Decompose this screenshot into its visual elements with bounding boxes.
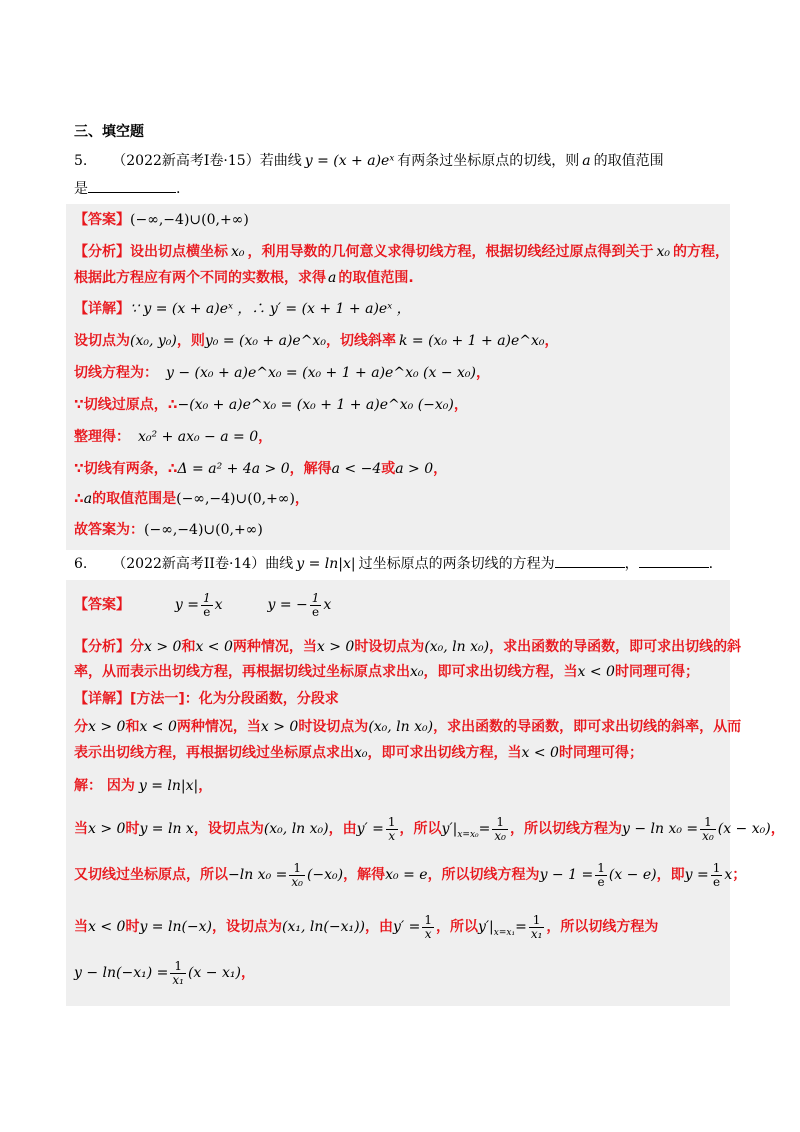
numerator: 1 — [311, 590, 320, 605]
question-source: （2022新高考II卷·14） — [112, 556, 266, 572]
detail-label: 【详解】 — [74, 691, 130, 707]
math-expression: x < 0 — [577, 664, 615, 680]
denominator: e — [312, 604, 320, 619]
question-number: 6. — [74, 556, 88, 572]
fraction — [700, 816, 716, 843]
question-text: 有两条过坐标原点的切线，则 — [397, 153, 580, 169]
question-text: 若曲线 — [259, 153, 302, 169]
detail-line-3 — [74, 775, 212, 797]
analysis-text: 时同理可得； — [614, 664, 699, 680]
detail-line-2 — [74, 742, 643, 764]
detail-text: 整理得： — [74, 429, 130, 445]
math-expression: x < 0 — [195, 639, 233, 655]
fraction — [422, 914, 434, 941]
question-source: （2022新高考I卷·15） — [112, 153, 260, 169]
math-expression: (x₀, ln x₀) — [368, 719, 434, 735]
math-expression: y = ln x — [139, 821, 194, 837]
detail-line-6 — [74, 458, 447, 480]
math-expression: y₀ = (x₀ + a)e^x₀ — [204, 333, 326, 349]
math-expression: (x − x₀) — [717, 821, 771, 837]
math-expression: y − ln(−x₁) = — [74, 965, 169, 981]
detail-text: ，所以切线方程为 — [509, 821, 622, 837]
analysis-line-2 — [74, 661, 699, 683]
math-var: x — [323, 597, 332, 613]
analysis-line-2 — [74, 267, 414, 289]
math-var: x₀ — [656, 244, 671, 260]
analysis-line-1 — [74, 241, 729, 263]
detail-line-1 — [74, 716, 741, 738]
detail-text: ， — [453, 397, 468, 413]
math-expression: y′ = — [356, 821, 384, 837]
math-expression: x₀ = e — [385, 867, 428, 883]
question-number: 5. — [74, 153, 88, 169]
detail-text: 或 — [381, 461, 396, 477]
math-expression: a < −4 — [331, 461, 382, 477]
analysis-text: 的取值范围. — [338, 270, 414, 286]
detail-text: 切线方程为： — [74, 365, 158, 381]
fraction — [492, 816, 508, 843]
math-var: a — [83, 491, 93, 507]
math-expression: x₀² + ax₀ − a = 0 — [138, 429, 259, 445]
fraction — [201, 592, 213, 619]
math-expression: y = — [684, 867, 709, 883]
detail-line-4 — [74, 814, 785, 850]
math-expression: y − 1 = — [539, 867, 594, 883]
detail-text: ，由 — [365, 919, 394, 935]
numerator: 1 — [203, 590, 211, 605]
detail-text: ∵切线有两条，∴ — [74, 461, 178, 477]
math-expression: (x₀, ln x₀) — [424, 639, 490, 655]
detail-text: 和 — [125, 719, 140, 735]
fraction — [310, 592, 322, 619]
math-expression: (x₀, ln x₀) — [263, 821, 329, 837]
fraction — [289, 862, 305, 889]
numerator: 1 — [387, 814, 396, 829]
math-expression: y = − — [267, 597, 308, 613]
detail-text: 两种情况，当 — [176, 719, 261, 735]
analysis-line-1 — [74, 636, 741, 658]
detail-text: 时同理可得； — [558, 745, 643, 761]
detail-line-5 — [74, 860, 746, 890]
detail-text: 分 — [74, 719, 88, 735]
detail-header — [74, 688, 339, 710]
detail-line-5 — [74, 426, 272, 448]
detail-text: ， — [294, 491, 309, 507]
analysis-text: 时设切点为 — [354, 639, 425, 655]
fraction — [711, 862, 723, 889]
math-expression: x > 0 — [144, 639, 182, 655]
math-expression: y − (x₀ + a)e^x₀ = (x₀ + 1 + a)e^x₀ (x − x₀) — [166, 365, 476, 381]
numerator: 1 — [492, 816, 508, 830]
detail-text: ，由 — [328, 821, 357, 837]
detail-text: 解： 因为 — [74, 778, 135, 794]
analysis-text: ，求出函数的导函数，即可求出切线的斜 — [489, 639, 742, 655]
denominator: x₀ — [702, 828, 714, 843]
math-expression: (x₀, y₀) — [130, 333, 177, 349]
detail-text: ，所以 — [399, 821, 442, 837]
denominator: x₁ — [172, 972, 184, 987]
math-expression: y = ln|x| — [138, 778, 199, 794]
analysis-label: 【分析】 — [74, 639, 130, 655]
fraction — [529, 914, 545, 941]
math-symbol: = — [515, 919, 527, 935]
math-expression: y = — [174, 597, 199, 613]
detail-text: 时 — [125, 919, 140, 935]
numerator: 1 — [424, 912, 432, 927]
detail-text: ，切线斜率 — [325, 333, 396, 349]
detail-text: 又切线过坐标原点，所以 — [74, 867, 228, 883]
math-symbol: = — [478, 821, 491, 837]
detail-text: 设切点为 — [74, 333, 130, 349]
denominator: e — [203, 604, 211, 619]
question-5 — [74, 150, 664, 172]
analysis-text: ，利用导数的几何意义求得切线方程，根据切线经过原点得到关于 — [247, 244, 654, 260]
math-expression: x > 0 — [316, 639, 355, 655]
math-var: x₀ — [410, 664, 424, 680]
denominator: x — [424, 926, 432, 941]
question-5-line2 — [74, 178, 180, 200]
fraction — [595, 862, 607, 889]
math-expression: x > 0 — [260, 719, 299, 735]
detail-line-8 — [74, 519, 263, 541]
fraction — [386, 816, 398, 843]
numerator: 1 — [170, 960, 186, 974]
detail-text: ，即 — [656, 867, 685, 883]
denominator: e — [712, 874, 721, 889]
math-expression: (−∞,−4)∪(0,+∞) — [176, 491, 295, 507]
numerator: 1 — [289, 862, 305, 876]
math-expression: −ln x₀ = — [228, 867, 288, 883]
detail-line-1 — [74, 298, 411, 320]
answer-label: 【答案】 — [74, 597, 130, 613]
numerator: 1 — [712, 860, 721, 875]
math-expression: −(x₀ + a)e^x₀ = (x₀ + 1 + a)e^x₀ (−x₀) — [177, 397, 454, 413]
question-text: 过坐标原点的两条切线的方程为 — [358, 556, 555, 572]
math-expression: x < 0 — [88, 919, 126, 935]
detail-text: ∵切线过原点，∴ — [74, 397, 178, 413]
math-expression: (x₁, ln(−x₁)) — [282, 919, 366, 935]
detail-text: ，求出函数的导函数，即可求出切线的斜率，从而 — [433, 719, 742, 735]
detail-text: 时设切点为 — [298, 719, 369, 735]
answer-blank-2[interactable] — [639, 553, 709, 568]
question-text: ， — [624, 556, 639, 572]
math-var: x — [724, 867, 733, 883]
denominator: x₀ — [494, 828, 506, 843]
detail-text: ，所以切线方程为 — [427, 867, 540, 883]
question-6 — [74, 553, 713, 575]
detail-label: 【详解】 — [74, 301, 130, 317]
detail-text: 故答案为： — [74, 522, 144, 538]
answer-label: 【答案】 — [74, 212, 130, 228]
detail-line-7 — [74, 958, 255, 988]
math-expression: y′ = — [393, 919, 421, 935]
detail-text: ，则 — [176, 333, 205, 349]
math-expression: y = ln(−x) — [139, 919, 213, 935]
detail-line-7 — [74, 488, 309, 510]
detail-line-4 — [74, 394, 468, 416]
math-expression: x < 0 — [521, 745, 559, 761]
question-text: 的取值范围 — [593, 153, 664, 169]
detail-text: ， — [240, 965, 255, 981]
analysis-text: ，即可求出切线方程，当 — [423, 664, 578, 680]
subscript: x=x₁ — [493, 927, 516, 938]
question-text: 是 — [74, 181, 88, 197]
math-expression: y′| — [477, 919, 494, 935]
numerator: 1 — [700, 816, 716, 830]
question-text: . — [708, 556, 714, 572]
detail-text: ，所以 — [435, 919, 478, 935]
math-expression: (x − x₁) — [187, 965, 241, 981]
detail-text: ， — [544, 333, 559, 349]
detail-line-2 — [74, 330, 559, 352]
answer-blank[interactable] — [88, 178, 176, 193]
detail-text: ， — [258, 429, 273, 445]
math-expression: (−∞,−4)∪(0,+∞) — [144, 522, 263, 538]
analysis-text: 根据此方程应有两个不同的实数根，求得 — [74, 270, 326, 286]
math-var: x₀ — [354, 745, 368, 761]
math-expression: Δ = a² + 4a > 0 — [177, 461, 290, 477]
numerator: 1 — [529, 914, 545, 928]
fraction — [170, 960, 186, 987]
detail-text: ，即可求出切线方程，当 — [367, 745, 522, 761]
detail-text: ，解得 — [343, 867, 386, 883]
detail-text: ， — [198, 778, 213, 794]
math-expression: y′| — [441, 821, 458, 837]
detail-text: ，解得 — [289, 461, 332, 477]
analysis-text: 两种情况，当 — [232, 639, 317, 655]
math-expression: y = ln|x| — [296, 556, 356, 572]
answer-blank-1[interactable] — [555, 553, 625, 568]
math-expression: x < 0 — [139, 719, 177, 735]
answer-value: (−∞,−4)∪(0,+∞) — [130, 212, 249, 228]
detail-text: 当 — [74, 821, 88, 837]
detail-text: 的取值范围是 — [92, 491, 177, 507]
subscript: x=x₀ — [457, 829, 479, 840]
math-expression: k = (x₀ + 1 + a)e^x₀ — [398, 333, 545, 349]
math-expression: x > 0 — [88, 821, 126, 837]
detail-text: ， — [475, 365, 490, 381]
math-var: x — [214, 597, 223, 613]
math-var: a — [328, 270, 337, 286]
math-expression: y = (x + a)eˣ — [304, 153, 395, 169]
detail-text: ，所以切线方程为 — [546, 919, 659, 935]
analysis-text: 分 — [130, 639, 144, 655]
math-expression: x > 0 — [88, 719, 126, 735]
section-title: 三、填空题 — [74, 124, 144, 140]
analysis-text: 设出切点横坐标 — [130, 244, 228, 260]
question-text: 曲线 — [265, 556, 294, 572]
denominator: e — [597, 874, 605, 889]
denominator: x₀ — [291, 874, 303, 889]
math-expression: (−x₀) — [306, 867, 344, 883]
question-text: . — [176, 181, 181, 197]
math-expression: a > 0 — [395, 461, 434, 477]
denominator: x — [388, 828, 396, 843]
denominator: x₁ — [530, 926, 543, 941]
analysis-label: 【分析】 — [74, 244, 130, 260]
detail-text: ； — [732, 867, 747, 883]
analysis-text: 的方程， — [673, 244, 730, 260]
detail-text: ，设切点为 — [193, 821, 264, 837]
answer-line — [74, 209, 249, 231]
detail-text: ，设切点为 — [212, 919, 283, 935]
analysis-text: 率，从而表示出切线方程，再根据切线过坐标原点求出 — [74, 664, 410, 680]
math-expression: y − ln x₀ = — [621, 821, 699, 837]
detail-text: ， — [433, 461, 448, 477]
method-title: [方法一]：化为分段函数，分段求 — [130, 691, 339, 707]
detail-text: 时 — [125, 821, 140, 837]
numerator: 1 — [597, 860, 605, 875]
math-var: x₀ — [231, 244, 245, 260]
analysis-text: 和 — [181, 639, 196, 655]
math-var: a — [582, 153, 591, 169]
detail-line-3 — [74, 362, 490, 384]
math-expression: ∵ y = (x + a)eˣ ，∴ y′ = (x + 1 + a)eˣ ， — [130, 301, 411, 317]
answer-line — [74, 590, 331, 620]
detail-line-6 — [74, 912, 658, 948]
detail-text: ∴ — [74, 491, 84, 507]
math-expression: (x − e) — [608, 867, 657, 883]
detail-text: 当 — [74, 919, 88, 935]
detail-text: 表示出切线方程，再根据切线过坐标原点求出 — [74, 745, 354, 761]
detail-text: ， — [770, 821, 785, 837]
